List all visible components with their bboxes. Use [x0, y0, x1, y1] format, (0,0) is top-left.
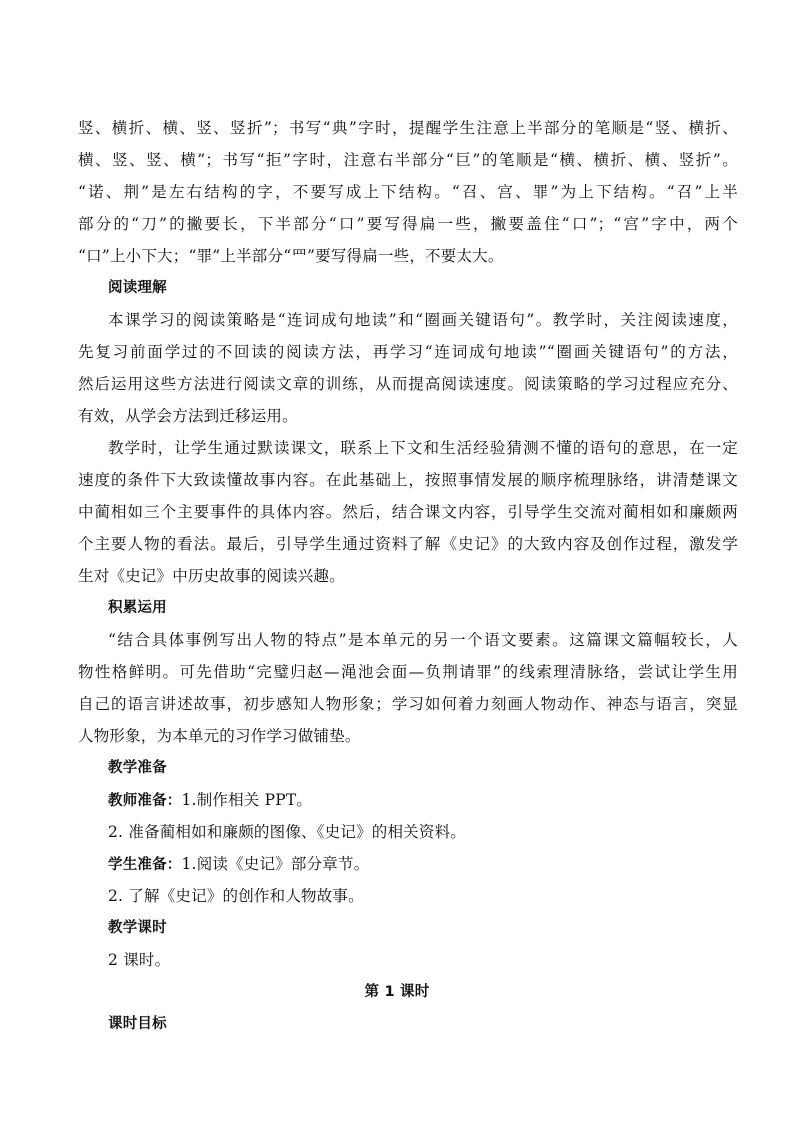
teacher-prep-item: 1.制作相关 PPT。 [181, 791, 313, 809]
section-heading-reading: 阅读理解 [108, 280, 167, 296]
text-line: 先复习前面学过的不回读的阅读方法，再学习“连词成句地读”“圈画关键语句”的方法， [78, 343, 738, 361]
section-heading-goals: 课时目标 [108, 1016, 167, 1032]
teacher-prep-line [108, 788, 738, 812]
teacher-prep-label: 教师准备： [108, 793, 182, 809]
text-line: 横、竖、竖、横”；书写“拒”字时，注意右半部分“巨”的笔顺是“横、横折、横、竖折”。 [78, 151, 738, 169]
section-heading-preparation: 教学准备 [108, 760, 167, 776]
text-line: “口”上小下大；“罪”上半部分“罒”要写得扁一些，不要太大。 [78, 247, 504, 265]
text-line: 速度的条件下大致读懂故事内容。在此基础上，按照事情发展的顺序梳理脉络，讲清楚课文 [78, 471, 738, 489]
student-prep-line [108, 852, 738, 876]
text-line: 2. 准备蔺相如和廉颇的图像、《史记》的相关资料。 [108, 823, 466, 841]
text-line: 人物形象，为本单元的习作学习做铺垫。 [78, 727, 361, 745]
text-line: 自己的语言讲述故事，初步感知人物形象；学习如何着力刻画人物动作、神态与语言，突显 [78, 695, 738, 713]
text-line: 中蔺相如三个主要事件的具体内容。然后，结合课文内容，引导学生交流对蔺相如和廉颇两 [78, 503, 738, 521]
text-line: 生对《史记》中历史故事的阅读兴趣。 [78, 567, 345, 585]
text-line: “结合具体事例写出人物的特点”是本单元的另一个语文要素。这篇课文篇幅较长，人 [108, 631, 738, 649]
text-line: 然后运用这些方法进行阅读文章的训练，从而提高阅读速度。阅读策略的学习过程应充分、 [78, 375, 738, 393]
text-line: 本课学习的阅读策略是“连词成句地读”和“圈画关键语句”。教学时，关注阅读速度， [108, 311, 738, 329]
text-line: 部分的“刀”的撇要长，下半部分“口”要写得扁一些，撇要盖住“口”；“宫”字中，两个 [78, 215, 738, 233]
student-prep-item: 1.阅读《史记》部分章节。 [181, 855, 370, 873]
text-line: 2. 了解《史记》的创作和人物故事。 [108, 887, 364, 905]
text-line: 有效，从学会方法到迁移运用。 [78, 407, 298, 425]
text-line: 教学时，让学生通过默读课文，联系上下文和生活经验猜测不懂的语句的意思，在一定 [108, 439, 738, 457]
text-line: 2 课时。 [108, 951, 171, 969]
section-heading-hours: 教学课时 [108, 920, 167, 936]
lesson-title: 第 1 课时 [364, 984, 430, 1000]
text-line: 个主要人物的看法。最后，引导学生通过资料了解《史记》的大致内容及创作过程，激发学 [78, 535, 738, 553]
text-line: “诺、荆”是左右结构的字，不要写成上下结构。“召、宫、罪”为上下结构。“召”上半 [78, 183, 738, 201]
student-prep-label: 学生准备： [108, 857, 182, 873]
section-heading-accumulation: 积累运用 [108, 600, 167, 616]
text-line: 物性格鲜明。可先借助“完璧归赵—渑池会面—负荆请罪”的线索理清脉络，尝试让学生用 [78, 663, 738, 681]
text-line: 竖、横折、横、竖、竖折”；书写“典”字时，提醒学生注意上半部分的笔顺是“竖、横折、 [78, 119, 738, 137]
